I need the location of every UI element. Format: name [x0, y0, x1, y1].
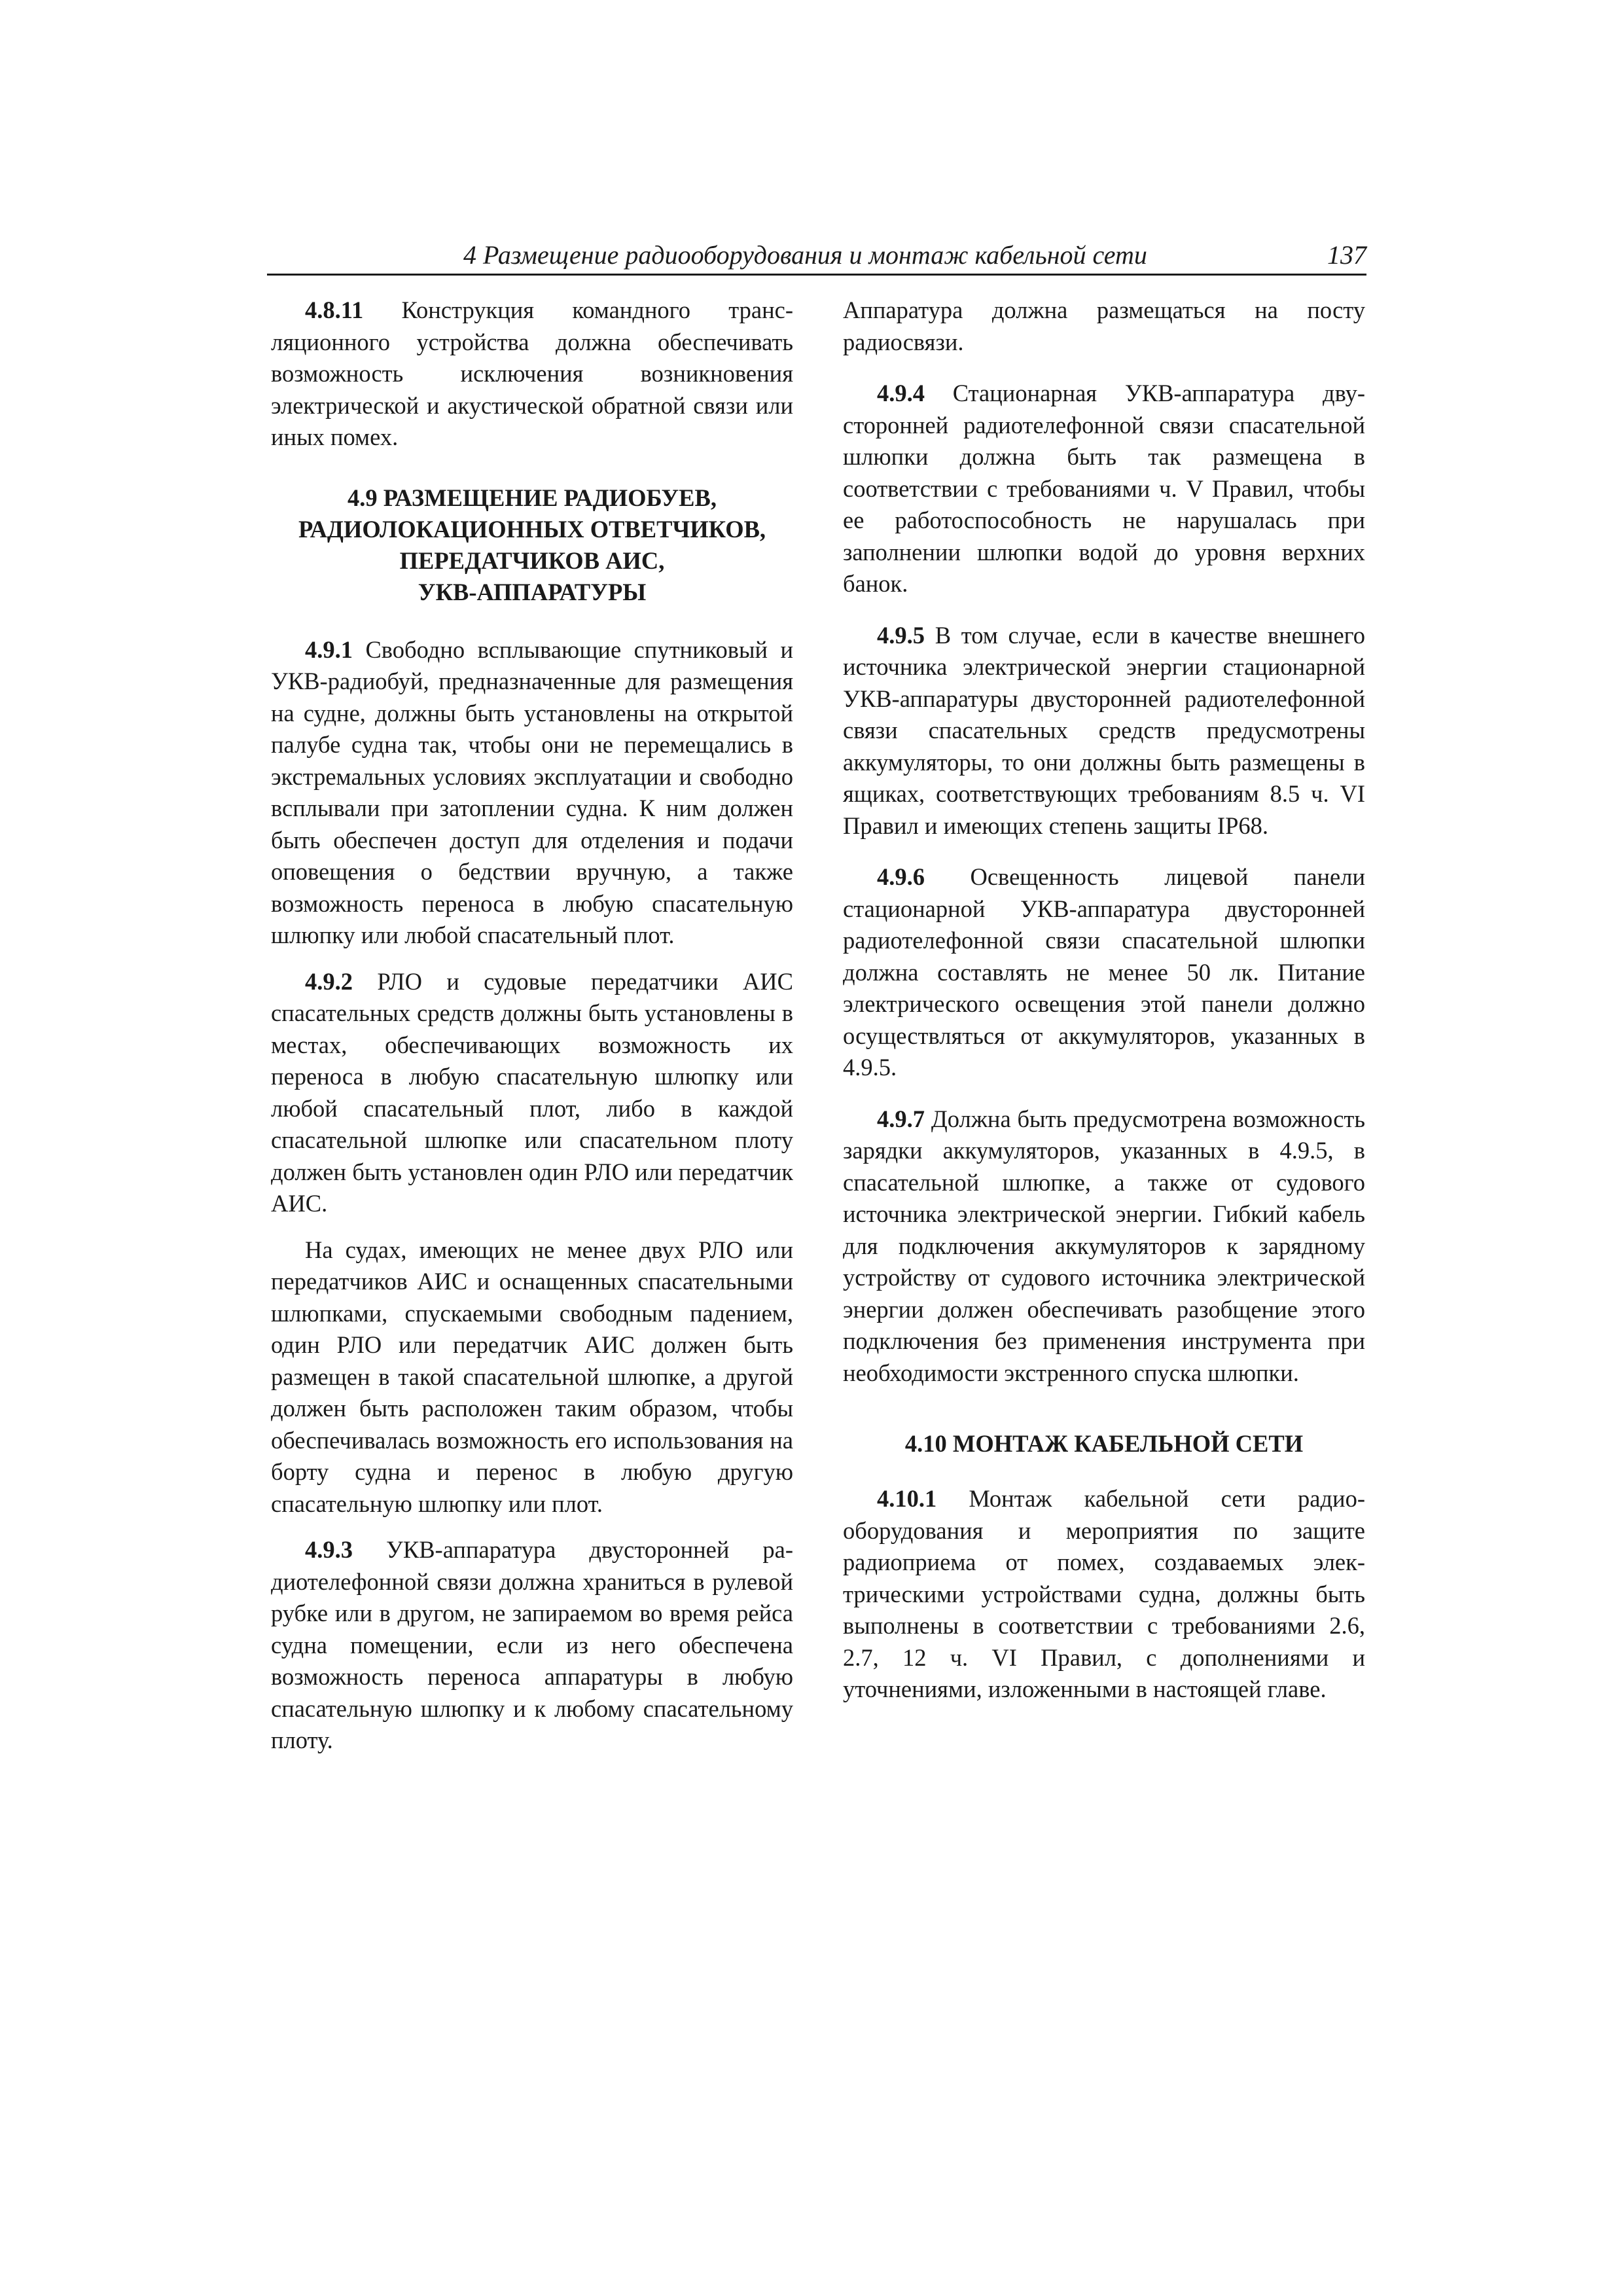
paragraph-number: 4.10.1 [877, 1485, 937, 1512]
paragraph-text: Освещенность лицевой панели стационарной УКВ-аппаратура двусторонней радиотелефонной связи спасательной шлюпки должна составлять не менее 50 лк. Питание электрического освещения этой панели должно осуществляться от аккумуляторов, указанных в 4.9.5. [843, 863, 1366, 1081]
paragraph-text: Аппаратура должна размещаться на посту радиосвязи. [843, 296, 1365, 355]
paragraph-number: 4.9.7 [877, 1105, 925, 1132]
paragraph-number: 4.9.3 [305, 1536, 353, 1563]
running-title: 4 Размещение радиооборудования и монтаж кабельной сети [463, 240, 1147, 270]
paragraph-text: Должна быть предусмотрена возможность зарядки аккумуляторов, указанных в 4.9.5, в спасательной шлюпке, а также от судового источника электрической энергии. Гибкий кабель для подключения аккумуляторов к зарядному устройству от судового источника электрической энергии должен обеспечивать разобщение этого подключения без применения инструмента при необходимости экстренного спуска шлюпки. [843, 1105, 1366, 1386]
paragraph-4-9-2 [271, 966, 793, 1220]
paragraph-text: УКВ-аппаратура двусторонней радиотелефонной связи должна храниться в рулевой рубке или в другом, не запираемом во время рейса судна помещении, если из него обеспечена возможность переноса аппаратуры в любую спасательную шлюпку и к любому спасательному плоту. [271, 1536, 794, 1753]
paragraph-number: 4.9.6 [877, 863, 925, 890]
paragraph-4-9-2-continued [271, 1234, 793, 1520]
paragraph-4-9-3 [271, 1534, 793, 1757]
page-number: 137 [1327, 240, 1366, 270]
paragraph-4-9-1 [271, 634, 793, 952]
paragraph-number: 4.9.5 [877, 621, 925, 649]
section-heading-line: ПЕРЕДАТЧИКОВ АИС, [399, 547, 665, 574]
paragraph-4-9-3-continued [843, 295, 1365, 358]
paragraph-number: 4.8.11 [305, 296, 364, 323]
paragraph-text: На судах, имеющих не менее двух РЛО или передатчиков АИС и оснащенных спасательными шлюпками, спускаемыми свободным падением, один РЛО или передатчик АИС должен быть размещен в такой спасательной шлюпке, а другой должен быть расположен таким образом, чтобы обеспечивалась возможность его использования на борту судна и перенос в любую другую спасательную шлюпку или плот. [271, 1236, 793, 1517]
paragraph-text: Стационарная УКВ-аппаратура двусторонней радиотелефонной связи спасательной шлюпки должна быть так размещена в соответствии с требованиями ч. V Правил, чтобы ее работоспособность не нарушалась при заполнении шлюпки водой до уровня верхних банок. [843, 380, 1365, 597]
section-heading-4-9 [271, 482, 793, 608]
right-column [843, 295, 1365, 1720]
paragraph-text: РЛО и судовые передатчики АИС спасательных средств должны быть установлены в местах, обеспечивающих возможность их переноса в любую спасательную шлюпку или любой спасательный плот, либо в каждой спасательной шлюпке или спасательном плоту должен быть установлен один РЛО или передатчик АИС. [271, 967, 793, 1217]
paragraph-4-9-6 [843, 861, 1365, 1084]
paragraph-text: Монтаж кабельной сети радиооборудования и мероприятия по защите радиоприема от помех, создаваемых электрическими устройствами судна, должны быть выполнены в соответствии с требованиями 2.6, 2.7, 12 ч. VI Правил, с дополнениями и уточнениями, изложенными в настоящей главе. [843, 1485, 1365, 1702]
paragraph-4-10-1 [843, 1483, 1365, 1706]
paragraph-text: Конструкция командного трансляционного устройства должна обеспечивать возможность исключения возникновения электрической и акустической обратной связи или иных помех. [271, 296, 794, 450]
section-heading-line: РАДИОЛОКАЦИОННЫХ ОТВЕТЧИКОВ, [298, 515, 766, 543]
section-heading-line: УКВ-АППАРАТУРЫ [418, 578, 647, 605]
paragraph-number: 4.9.1 [305, 636, 353, 663]
paragraph-4-9-4 [843, 378, 1365, 600]
paragraph-text: Свободно всплывающие спутниковый и УКВ-радиобуй, предназначенные для размещения на судне, должны быть установлены на открытой палубе судна так, чтобы они не перемещались в экстремальных условиях эксплуатации и свободно всплывали при затоплении судна. К ним должен быть обеспечен доступ для отделения и подачи оповещения о бедствии вручную, а также возможность переноса в любую спасательную шлюпку или любой спасательный плот. [271, 636, 793, 948]
paragraph-number: 4.9.2 [305, 967, 353, 995]
paragraph-text: В том случае, если в качестве внешнего источника электрической энергии стационарной УКВ-аппаратуры двусторонней радиотелефонной связи спасательных средств предусмотрены аккумуляторы, то они должны быть размещены в ящиках, соответствующих требованиям 8.5 ч. VI Правил и имеющих степень защиты IP68. [843, 621, 1365, 839]
section-heading-line: 4.9 РАЗМЕЩЕНИЕ РАДИОБУЕВ, [348, 484, 717, 511]
section-heading-4-10 [843, 1428, 1365, 1460]
paragraph-number: 4.9.4 [877, 380, 925, 406]
paragraph-4-9-5 [843, 620, 1365, 842]
paragraph-4-9-7 [843, 1103, 1365, 1390]
section-heading-line: 4.10 МОНТАЖ КАБЕЛЬНОЙ СЕТИ [904, 1430, 1304, 1457]
left-column [271, 295, 793, 1771]
page-header [267, 237, 1366, 276]
paragraph-4-8-11 [271, 295, 793, 454]
